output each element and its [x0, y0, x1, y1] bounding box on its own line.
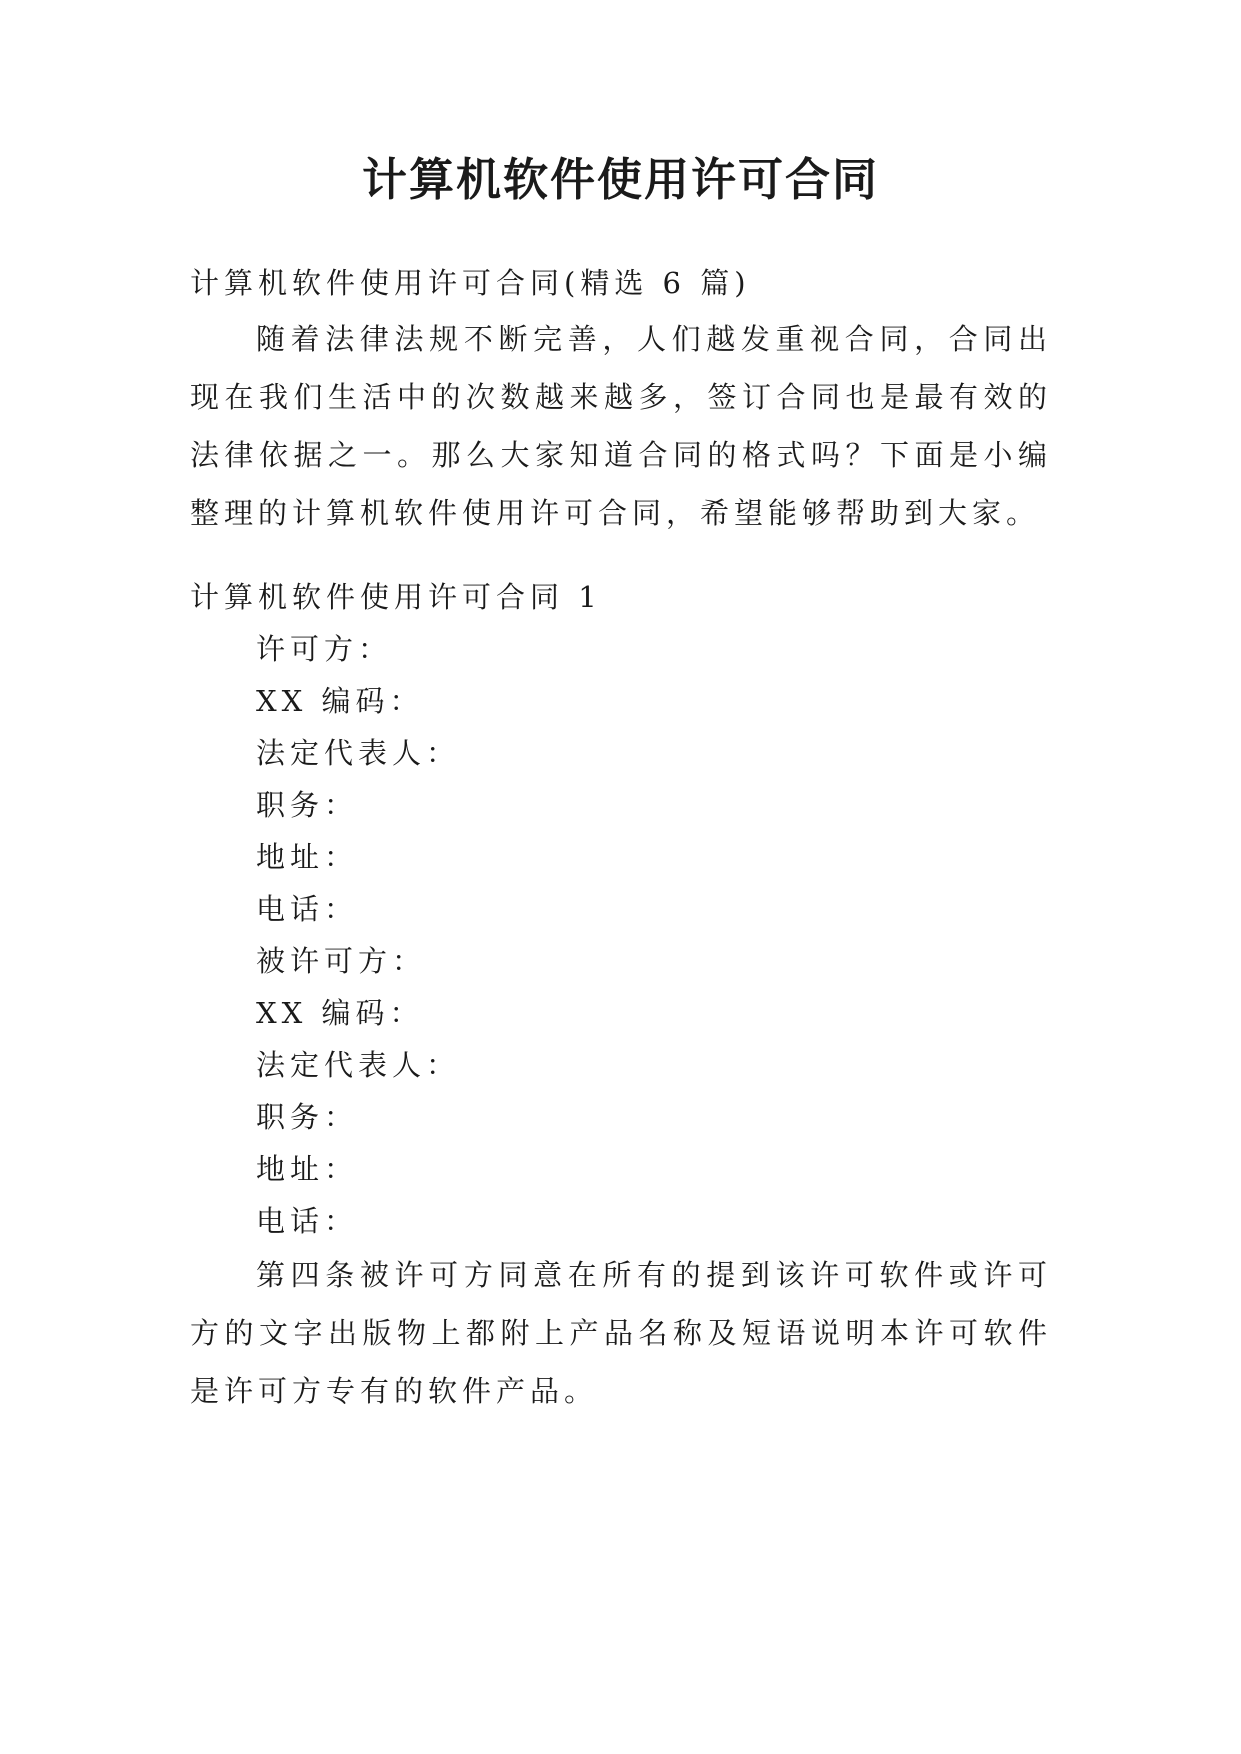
licensee-address-field: 地址：: [256, 1152, 359, 1186]
intro-paragraph: 随着法律法规不断完善，人们越发重视合同，合同出现在我们生活中的次数越来越多，签订合同也是最有效的法律依据之一。那么大家知道合同的格式吗？下面是小编整理的计算机软件使用许可合同，希望能够帮助到大家。: [190, 322, 1052, 530]
article-4-paragraph: 第四条被许可方同意在所有的提到该许可软件或许可方的文字出版物上都附上产品名称及短语说明本许可软件是许可方专有的软件产品。: [190, 1258, 1052, 1408]
licensee-position-field: 职务：: [256, 1100, 359, 1134]
licensor-phone-field: 电话：: [256, 892, 359, 926]
document-title: 计算机软件使用许可合同: [361, 153, 879, 206]
licensee-legal-rep-field: 法定代表人：: [256, 1048, 461, 1082]
licensee-phone-field: 电话：: [256, 1204, 359, 1238]
document-subtitle: 计算机软件使用许可合同(精选 6 篇): [190, 266, 751, 300]
licensor-position-field: 职务：: [256, 788, 359, 822]
section-heading: 计算机软件使用许可合同 1: [190, 580, 602, 614]
licensee-party-field: 被许可方：: [256, 944, 427, 978]
licensor-party-field: 许可方：: [256, 632, 393, 666]
licensee-code-field: XX 编码：: [256, 996, 424, 1030]
licensor-code-field: XX 编码：: [256, 684, 424, 718]
licensor-address-field: 地址：: [256, 840, 359, 874]
licensor-legal-rep-field: 法定代表人：: [256, 736, 461, 770]
